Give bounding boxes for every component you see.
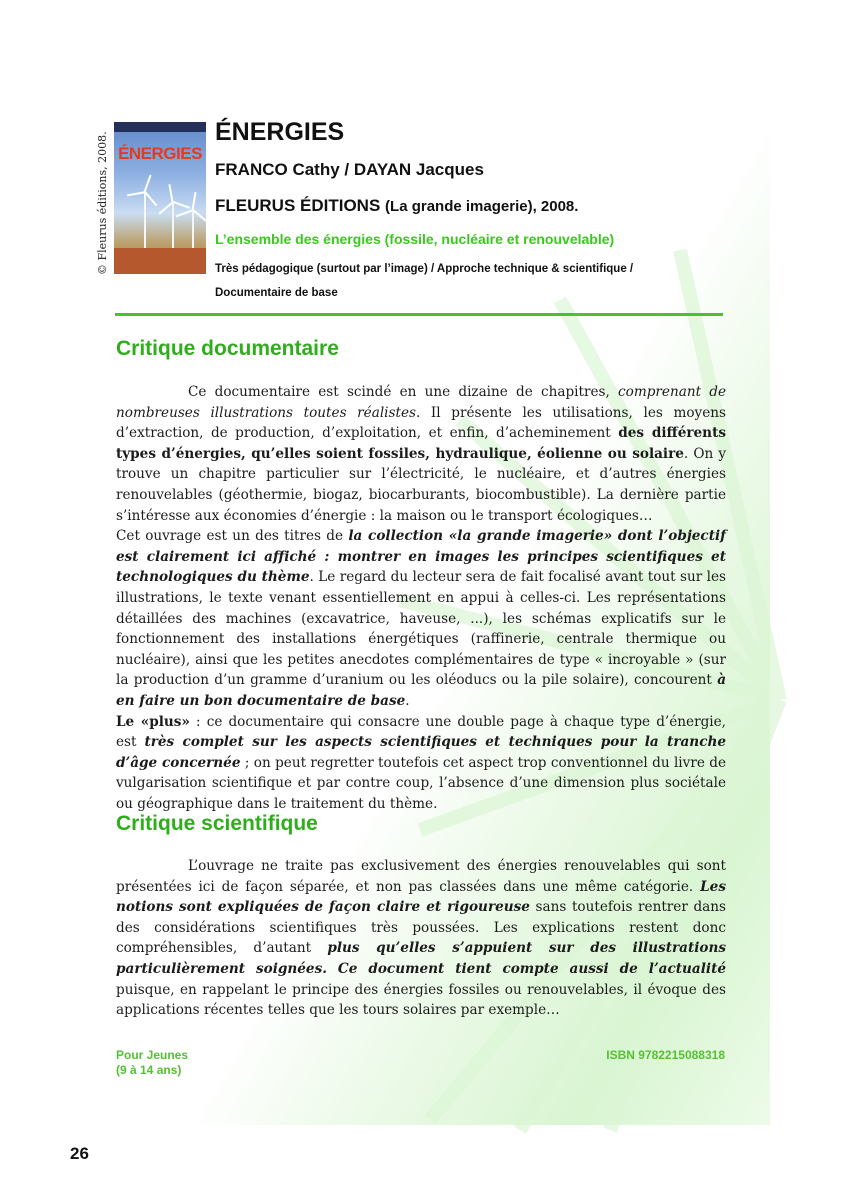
- section-body-critique-scientifique: [116, 856, 726, 1021]
- paragraph: [116, 526, 726, 711]
- section-body-critique-documentaire: [116, 382, 726, 814]
- book-subject: [215, 231, 614, 247]
- cover-title: ÉNERGIES: [118, 144, 202, 163]
- cover-top-band: [114, 122, 206, 132]
- cover-ground: [114, 248, 206, 274]
- footer-audience: [116, 1048, 188, 1078]
- text-run: L’ouvrage ne traite pas exclusivement des énergies renouvelables qui sont présentées ici de façon séparée, et non pas classées dans une même catégorie.: [116, 858, 726, 895]
- text-run: sans toutefois rentrer dans des considérations scientifiques très poussées. Les explications restent donc compréhensibles, d’autant: [116, 899, 726, 957]
- publisher-collection: (La grande imagerie), 2008.: [385, 198, 579, 215]
- text-run: . Le regard du lecteur sera de fait focalisé avant tout sur les illustrations, le texte venant essentiellement en appui à celles-ci. Les représentations détaillées des machines (excavatrice, haveuse, ...), les schémas explicatifs sur le fonctionnement des installations énergétiques (raffinerie, centrale thermique ou nucléaire), ainsi que les petites anecdotes complémentaires de type « incroyable » (sur la production d’un gramme d’uranium ou les oléoducs ou la pile solaire), concourent: [116, 569, 727, 689]
- publisher-name: FLEURUS ÉDITIONS: [215, 196, 381, 215]
- paragraph: [116, 856, 726, 1021]
- book-tags: Très pédagogique (surtout par l’image) / Approche technique & scientifique / Documentaire de base: [215, 263, 634, 299]
- text-run: . On y trouve un chapitre particulier sur l’électricité, le nucléaire, et d’autres énergies renouvelables (géothermie, biogaz, biocarburants, biocombustible). La dernière partie s’intéresse aux économies d’énergie : la maison ou le transport écologiques…: [116, 445, 726, 524]
- book-publisher: [215, 196, 578, 216]
- cover-copyright: © Fleurus éditions, 2008.: [96, 131, 109, 275]
- audience-line: Pour Jeunes: [116, 1048, 189, 1062]
- text-run-bold-italic: plus qu’elles s’appuient sur des illustrations particulièrement soignées. Ce document tient compte aussi de l’actualité: [116, 940, 726, 977]
- section-title-critique-scientifique: Critique scientifique: [116, 812, 318, 835]
- subject-detail: (fossile, nucléaire et renouvelable): [384, 231, 615, 247]
- text-run-bold-italic: la collection «la grande imagerie» dont l’objectif est clairement ici affiché : montrer en images les principes scientifiques et technologiques du thème: [116, 528, 726, 586]
- section-title-critique-documentaire: Critique documentaire: [116, 337, 339, 360]
- paragraph: [116, 382, 726, 526]
- text-run: Cet ouvrage est un des titres de: [116, 528, 349, 545]
- text-run: ; on peut regretter toutefois cet aspect trop conventionnel du livre de vulgarisation scientifique et par contre coup, l’absence d’une dimension plus sociétale ou géographique dans le traitement du thème.: [116, 754, 726, 812]
- text-run-bold-italic: très complet sur les aspects scientifiques et techniques pour la tranche d’âge concernée: [116, 734, 726, 771]
- text-run-bold: des différents types d’énergies, qu’elles soient fossiles, hydraulique, éolienne ou solaire: [116, 425, 726, 462]
- book-authors: FRANCO Cathy / DAYAN Jacques: [215, 160, 484, 179]
- text-run-bold-italic: à en faire un bon documentaire de base: [116, 672, 726, 709]
- book-cover-image: [114, 122, 206, 274]
- page-number: 26: [70, 1144, 89, 1163]
- text-run: : ce documentaire qui consacre une double page à chaque type d’énergie, est: [116, 713, 726, 751]
- text-run-bold-italic: Les notions sont expliquées de façon claire et rigoureuse: [116, 878, 726, 916]
- text-run: .: [405, 692, 410, 709]
- text-run: Ce documentaire est scindé en une dizaine de chapitres,: [188, 384, 619, 400]
- paragraph: [116, 712, 726, 815]
- text-run: . Il présente les utilisations, les moyens d’extraction, de production, d’exploitation, et enfin, d’acheminement: [116, 404, 726, 442]
- subject-main: L’ensemble des énergies: [215, 231, 381, 247]
- text-run-italic: comprenant de nombreuses illustrations toutes réalistes: [116, 384, 726, 421]
- text-run: puisque, en rappelant le principe des énergies fossiles ou renouvelables, il évoque des applications récentes telles que les tours solaires par exemple…: [116, 981, 726, 1019]
- header-divider: [115, 313, 723, 316]
- footer-isbn: ISBN 9782215088318: [606, 1048, 725, 1062]
- audience-age: (9 à 14 ans): [116, 1063, 182, 1077]
- text-run-bold: Le «plus»: [116, 713, 190, 730]
- book-title: ÉNERGIES: [215, 118, 345, 146]
